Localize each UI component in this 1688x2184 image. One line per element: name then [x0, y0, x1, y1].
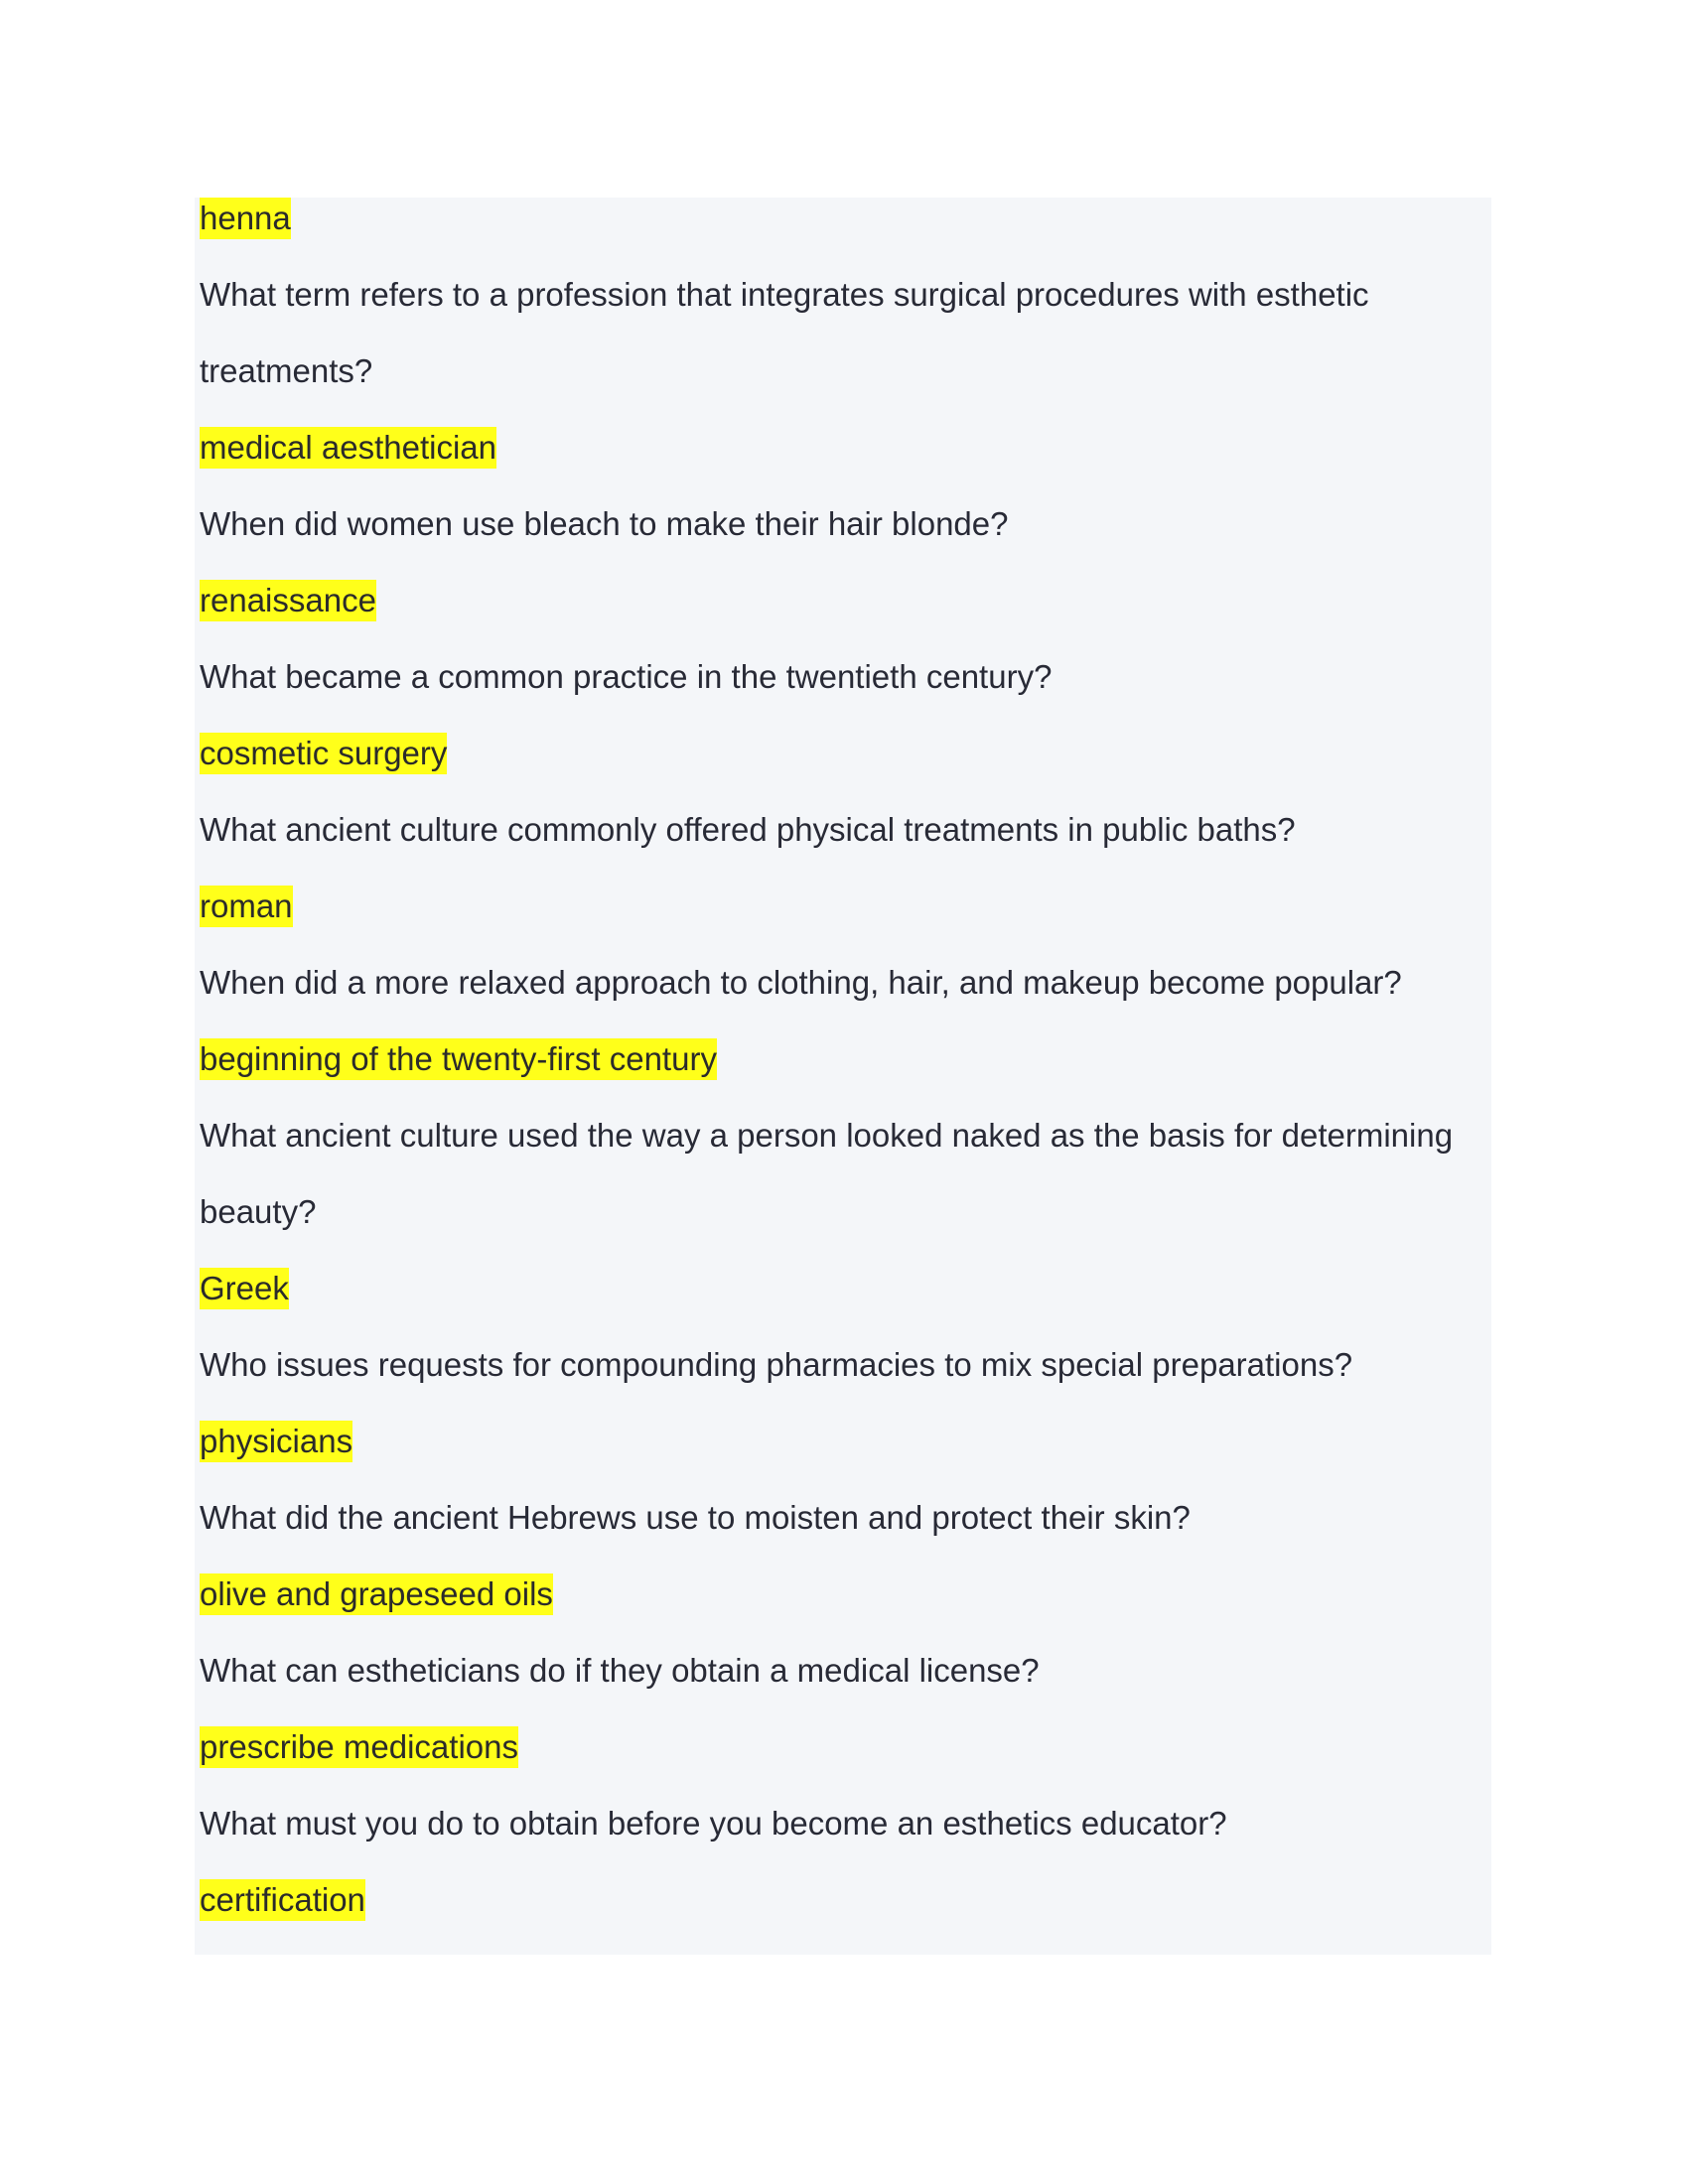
question-text: When did a more relaxed approach to clothing, hair, and makeup become popular? [200, 964, 1402, 1001]
question-text: What ancient culture commonly offered physical treatments in public baths? [200, 811, 1296, 848]
answer-line [200, 884, 1490, 960]
question-line [200, 960, 1490, 1036]
answer-line [200, 578, 1490, 654]
question-line [200, 272, 1490, 348]
answer-line [200, 1724, 1490, 1801]
answer-line [200, 731, 1490, 807]
answer-highlight: medical aesthetician [200, 427, 496, 469]
answer-highlight: henna [200, 198, 291, 239]
answer-highlight: Greek [200, 1268, 289, 1309]
answer-line [200, 196, 1490, 272]
answer-line [200, 1036, 1490, 1113]
answer-highlight: renaissance [200, 580, 376, 621]
question-line [200, 1648, 1490, 1724]
qa-list [200, 196, 1490, 1954]
question-line [200, 807, 1490, 884]
question-text: What ancient culture used the way a person looked naked as the basis for determining [200, 1117, 1454, 1154]
question-line [200, 348, 1490, 425]
question-text: What did the ancient Hebrews use to moisten and protect their skin? [200, 1499, 1191, 1536]
answer-line [200, 1571, 1490, 1648]
question-line [200, 1801, 1490, 1877]
question-text: Who issues requests for compounding pharmacies to mix special preparations? [200, 1346, 1353, 1383]
answer-highlight: roman [200, 886, 293, 927]
answer-highlight: beginning of the twenty-first century [200, 1038, 717, 1080]
question-text: What became a common practice in the twentieth century? [200, 658, 1053, 695]
question-text: When did women use bleach to make their hair blonde? [200, 505, 1009, 542]
question-text: What must you do to obtain before you become an esthetics educator? [200, 1805, 1227, 1842]
question-line [200, 1113, 1490, 1189]
question-line [200, 654, 1490, 731]
question-text: What term refers to a profession that integrates surgical procedures with esthetic [200, 276, 1369, 313]
answer-line [200, 1266, 1490, 1342]
question-line [200, 1495, 1490, 1571]
question-text: beauty? [200, 1193, 317, 1230]
question-text: treatments? [200, 352, 373, 389]
answer-line [200, 1877, 1490, 1954]
answer-highlight: physicians [200, 1421, 352, 1462]
answer-line [200, 425, 1490, 501]
question-line [200, 1189, 1490, 1266]
question-text: What can estheticians do if they obtain a medical license? [200, 1652, 1040, 1689]
question-line [200, 1342, 1490, 1419]
answer-line [200, 1419, 1490, 1495]
question-line [200, 501, 1490, 578]
answer-highlight: certification [200, 1879, 365, 1921]
answer-highlight: olive and grapeseed oils [200, 1573, 553, 1615]
answer-highlight: prescribe medications [200, 1726, 518, 1768]
answer-highlight: cosmetic surgery [200, 733, 447, 774]
